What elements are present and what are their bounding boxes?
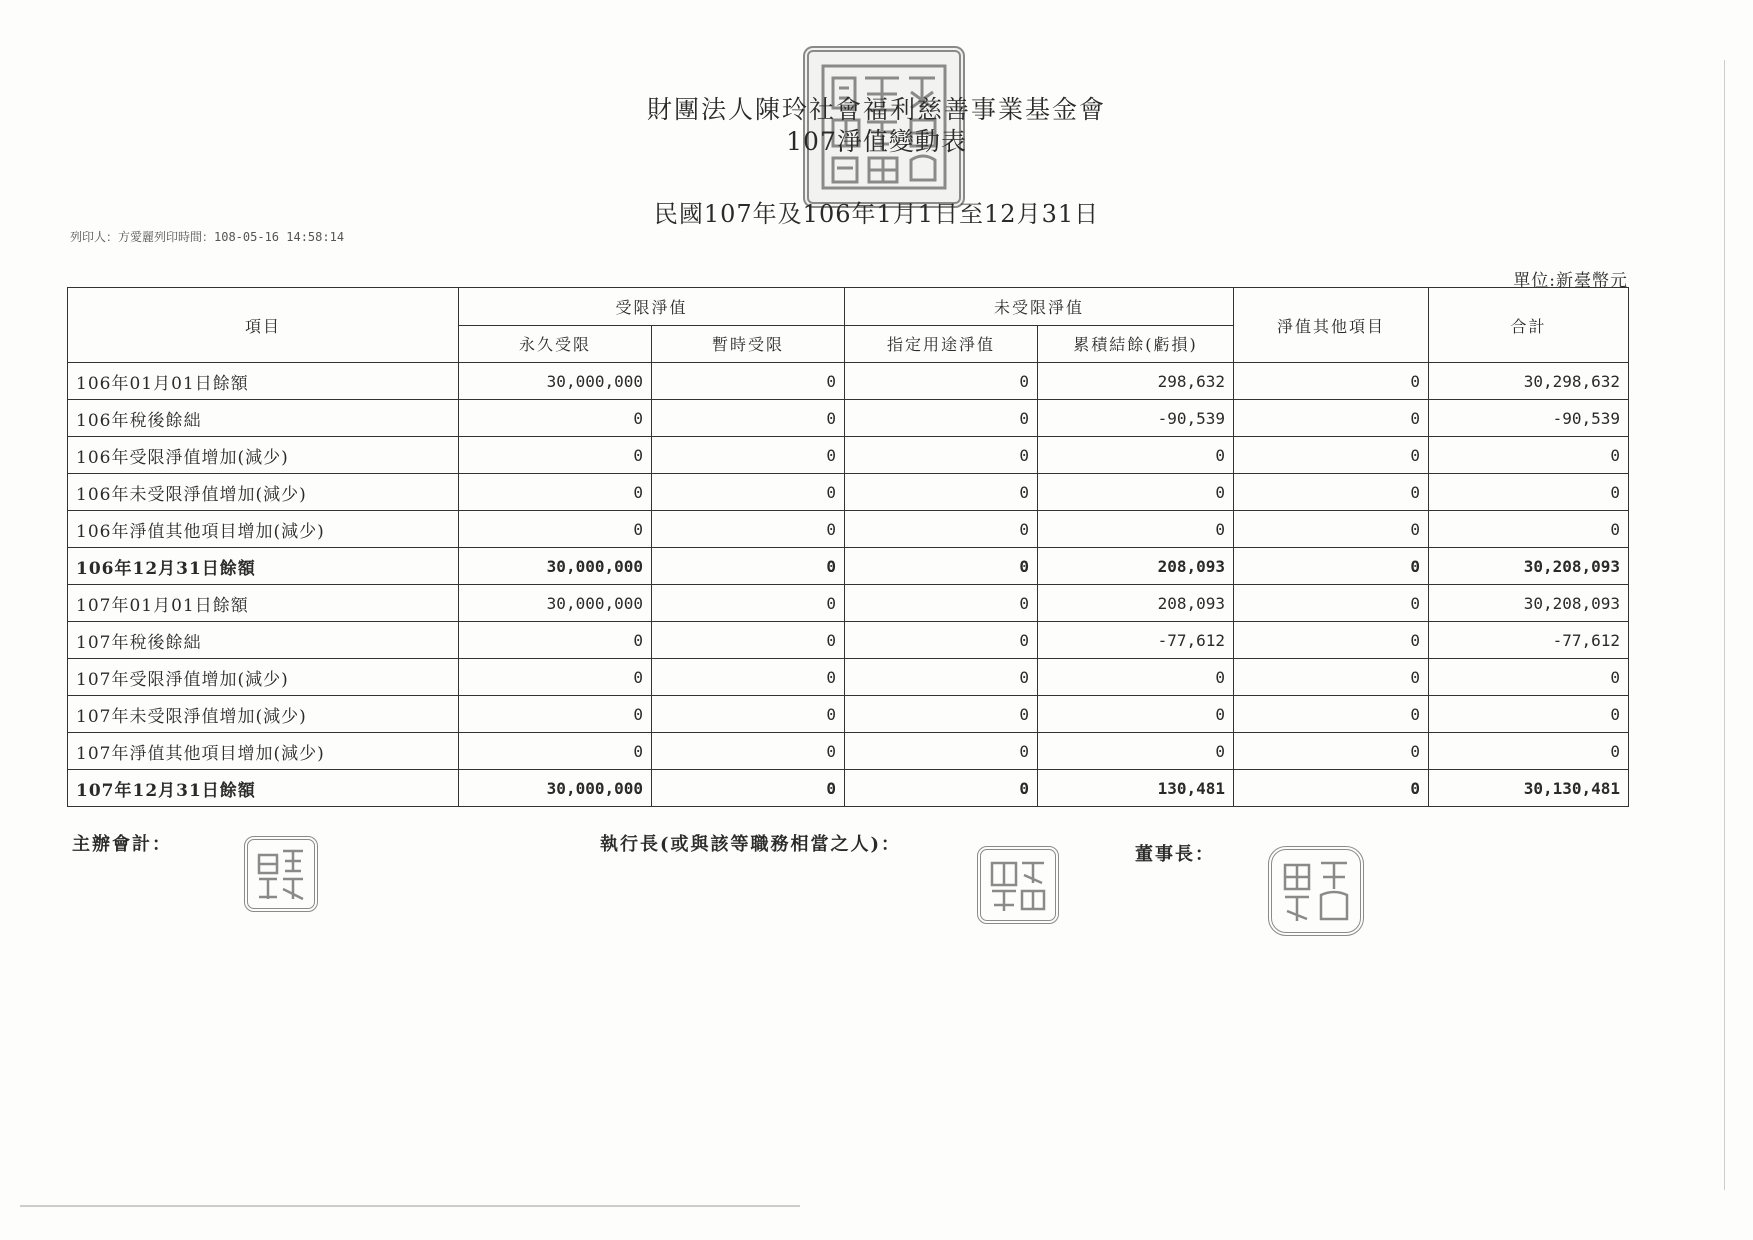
cell-value-c5: 0 <box>1234 400 1429 437</box>
cell-value-c6: 0 <box>1429 437 1629 474</box>
row-label: 106年受限淨值增加(減少) <box>68 437 459 474</box>
cell-value-c5: 0 <box>1234 437 1429 474</box>
row-label: 106年稅後餘絀 <box>68 400 459 437</box>
seal-glyph-pattern <box>986 855 1050 915</box>
cell-value-c6: -90,539 <box>1429 400 1629 437</box>
cell-value-c3: 0 <box>845 659 1038 696</box>
executive-seal <box>977 846 1059 924</box>
accountant-seal <box>244 836 318 912</box>
cell-value-c3: 0 <box>845 511 1038 548</box>
cell-value-c6: 30,298,632 <box>1429 363 1629 400</box>
cell-value-c4: 130,481 <box>1038 770 1234 807</box>
cell-value-c2: 0 <box>652 622 845 659</box>
cell-value-c3: 0 <box>845 437 1038 474</box>
cell-value-c5: 0 <box>1234 548 1429 585</box>
row-label: 107年12月31日餘額 <box>68 770 459 807</box>
cell-value-c1: 30,000,000 <box>459 585 652 622</box>
row-label: 107年稅後餘絀 <box>68 622 459 659</box>
header-restricted: 受限淨值 <box>459 288 845 326</box>
row-label: 106年未受限淨值增加(減少) <box>68 474 459 511</box>
cell-value-c1: 0 <box>459 733 652 770</box>
cell-value-c1: 30,000,000 <box>459 770 652 807</box>
table-row <box>68 511 1629 548</box>
table-row <box>68 659 1629 696</box>
cell-value-c2: 0 <box>652 770 845 807</box>
cell-value-c2: 0 <box>652 659 845 696</box>
cell-value-c5: 0 <box>1234 585 1429 622</box>
cell-value-c2: 0 <box>652 585 845 622</box>
table-row <box>68 696 1629 733</box>
cell-value-c3: 0 <box>845 474 1038 511</box>
header-unrestricted: 未受限淨值 <box>845 288 1234 326</box>
cell-value-c4: 298,632 <box>1038 363 1234 400</box>
cell-value-c6: 30,130,481 <box>1429 770 1629 807</box>
row-label: 107年淨值其他項目增加(減少) <box>68 733 459 770</box>
accountant-label: 主辦會計： <box>72 834 172 855</box>
header-permanent: 永久受限 <box>459 325 652 363</box>
cell-value-c6: 30,208,093 <box>1429 585 1629 622</box>
cell-value-c2: 0 <box>652 511 845 548</box>
row-label: 106年12月31日餘額 <box>68 548 459 585</box>
header-item: 項目 <box>68 288 459 363</box>
executive-label: 執行長(或與該等職務相當之人)： <box>600 834 902 855</box>
table-row <box>68 400 1629 437</box>
cell-value-c1: 0 <box>459 437 652 474</box>
table-row <box>68 548 1629 585</box>
cell-value-c6: 30,208,093 <box>1429 548 1629 585</box>
cell-value-c2: 0 <box>652 548 845 585</box>
cell-value-c1: 0 <box>459 400 652 437</box>
page-edge-line <box>1724 60 1725 1190</box>
cell-value-c4: 0 <box>1038 437 1234 474</box>
currency-unit: 單位:新臺幣元 <box>1513 271 1628 291</box>
cell-value-c2: 0 <box>652 400 845 437</box>
cell-value-c6: -77,612 <box>1429 622 1629 659</box>
cell-value-c6: 0 <box>1429 659 1629 696</box>
cell-value-c5: 0 <box>1234 733 1429 770</box>
table-row <box>68 585 1629 622</box>
cell-value-c3: 0 <box>845 585 1038 622</box>
cell-value-c2: 0 <box>652 474 845 511</box>
cell-value-c2: 0 <box>652 733 845 770</box>
header-total: 合計 <box>1429 288 1629 363</box>
cell-value-c2: 0 <box>652 696 845 733</box>
cell-value-c1: 0 <box>459 474 652 511</box>
header-accumulated: 累積結餘(虧損) <box>1038 325 1234 363</box>
row-label: 106年01月01日餘額 <box>68 363 459 400</box>
table-row <box>68 733 1629 770</box>
table-body <box>68 363 1629 807</box>
cell-value-c4: 208,093 <box>1038 548 1234 585</box>
cell-value-c1: 30,000,000 <box>459 363 652 400</box>
seal-glyph-pattern <box>1277 855 1355 927</box>
cell-value-c3: 0 <box>845 363 1038 400</box>
table-header-row-1 <box>68 288 1629 326</box>
table-row <box>68 474 1629 511</box>
cell-value-c4: -90,539 <box>1038 400 1234 437</box>
cell-value-c1: 0 <box>459 622 652 659</box>
cell-value-c4: 0 <box>1038 659 1234 696</box>
cell-value-c1: 0 <box>459 696 652 733</box>
table-row <box>68 363 1629 400</box>
header-designated: 指定用途淨值 <box>845 325 1038 363</box>
cell-value-c5: 0 <box>1234 622 1429 659</box>
organization-name: 財團法人陳玲社會福利慈善事業基金會 <box>646 95 1106 124</box>
cell-value-c3: 0 <box>845 696 1038 733</box>
cell-value-c1: 0 <box>459 511 652 548</box>
scan-artifact-line <box>20 1205 800 1207</box>
table-row <box>68 770 1629 807</box>
report-period: 民國107年及106年1月1日至12月31日 <box>653 200 1100 228</box>
row-label: 106年淨值其他項目增加(減少) <box>68 511 459 548</box>
cell-value-c5: 0 <box>1234 770 1429 807</box>
cell-value-c4: 208,093 <box>1038 585 1234 622</box>
chairman-label: 董事長： <box>1135 844 1215 865</box>
cell-value-c6: 0 <box>1429 511 1629 548</box>
net-worth-change-table <box>67 287 1629 807</box>
cell-value-c5: 0 <box>1234 696 1429 733</box>
cell-value-c5: 0 <box>1234 511 1429 548</box>
cell-value-c3: 0 <box>845 548 1038 585</box>
cell-value-c1: 30,000,000 <box>459 548 652 585</box>
cell-value-c2: 0 <box>652 363 845 400</box>
cell-value-c4: -77,612 <box>1038 622 1234 659</box>
table-row <box>68 437 1629 474</box>
cell-value-c4: 0 <box>1038 733 1234 770</box>
cell-value-c3: 0 <box>845 622 1038 659</box>
cell-value-c4: 0 <box>1038 474 1234 511</box>
chairman-seal <box>1268 846 1364 936</box>
report-title: 107淨值變動表 <box>786 127 967 156</box>
table-row <box>68 622 1629 659</box>
cell-value-c6: 0 <box>1429 696 1629 733</box>
cell-value-c3: 0 <box>845 400 1038 437</box>
cell-value-c2: 0 <box>652 437 845 474</box>
cell-value-c4: 0 <box>1038 511 1234 548</box>
printer-info: 列印人：方愛麗列印時間：108-05-16 14:58:14 <box>70 230 345 244</box>
row-label: 107年受限淨值增加(減少) <box>68 659 459 696</box>
row-label: 107年未受限淨值增加(減少) <box>68 696 459 733</box>
cell-value-c1: 0 <box>459 659 652 696</box>
cell-value-c6: 0 <box>1429 733 1629 770</box>
header-temporary: 暫時受限 <box>652 325 845 363</box>
seal-glyph-pattern <box>253 845 309 903</box>
cell-value-c3: 0 <box>845 770 1038 807</box>
header-other: 淨值其他項目 <box>1234 288 1429 363</box>
cell-value-c6: 0 <box>1429 474 1629 511</box>
row-label: 107年01月01日餘額 <box>68 585 459 622</box>
cell-value-c5: 0 <box>1234 659 1429 696</box>
cell-value-c3: 0 <box>845 733 1038 770</box>
cell-value-c5: 0 <box>1234 363 1429 400</box>
cell-value-c4: 0 <box>1038 696 1234 733</box>
cell-value-c5: 0 <box>1234 474 1429 511</box>
